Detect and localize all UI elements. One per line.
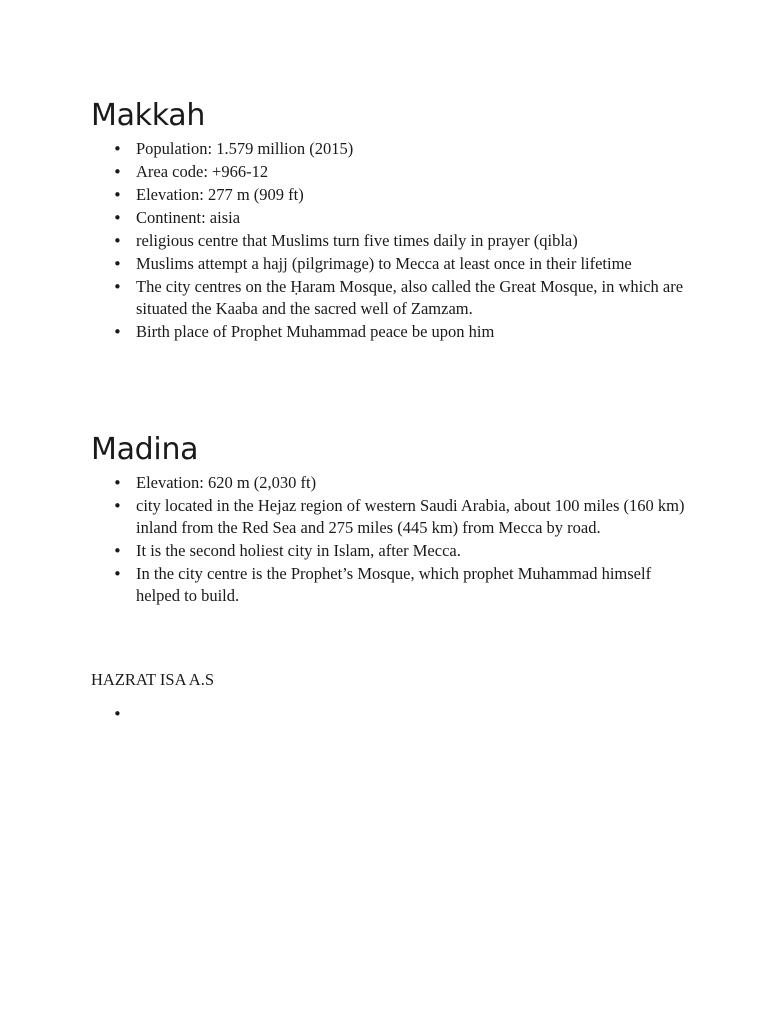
makkah-list: [91, 138, 691, 344]
list-item: • Area code: +966-12: [91, 161, 691, 183]
list-item: • religious centre that Muslims turn five times daily in prayer (qibla): [91, 230, 691, 252]
isa-list: [91, 703, 691, 726]
list-item: • The city centres on the Ḥaram Mosque, also called the Great Mosque, in which are situated the Kaaba and the sacred well of Zamzam.: [91, 276, 691, 320]
list-item: • In the city centre is the Prophet’s Mosque, which prophet Muhammad himself helped to build.: [91, 563, 691, 607]
madina-heading: Madina: [91, 432, 199, 467]
list-item: • Muslims attempt a hajj (pilgrimage) to Mecca at least once in their lifetime: [91, 253, 691, 275]
list-item: • It is the second holiest city in Islam, after Mecca.: [91, 540, 691, 562]
list-item: • Population: 1.579 million (2015): [91, 138, 691, 160]
list-item: [91, 703, 691, 725]
list-item: • Birth place of Prophet Muhammad peace be upon him: [91, 321, 691, 343]
list-item: • Elevation: 620 m (2,030 ft): [91, 472, 691, 494]
madina-list: [91, 472, 691, 608]
list-item: • Elevation: 277 m (909 ft): [91, 184, 691, 206]
makkah-heading: Makkah: [91, 98, 206, 133]
list-item: • city located in the Hejaz region of western Saudi Arabia, about 100 miles (160 km) inland from the Red Sea and 275 miles (445 km) from Mecca by road.: [91, 495, 691, 539]
list-item: • Continent: aisia: [91, 207, 691, 229]
isa-heading: HAZRAT ISA A.S: [91, 670, 215, 689]
